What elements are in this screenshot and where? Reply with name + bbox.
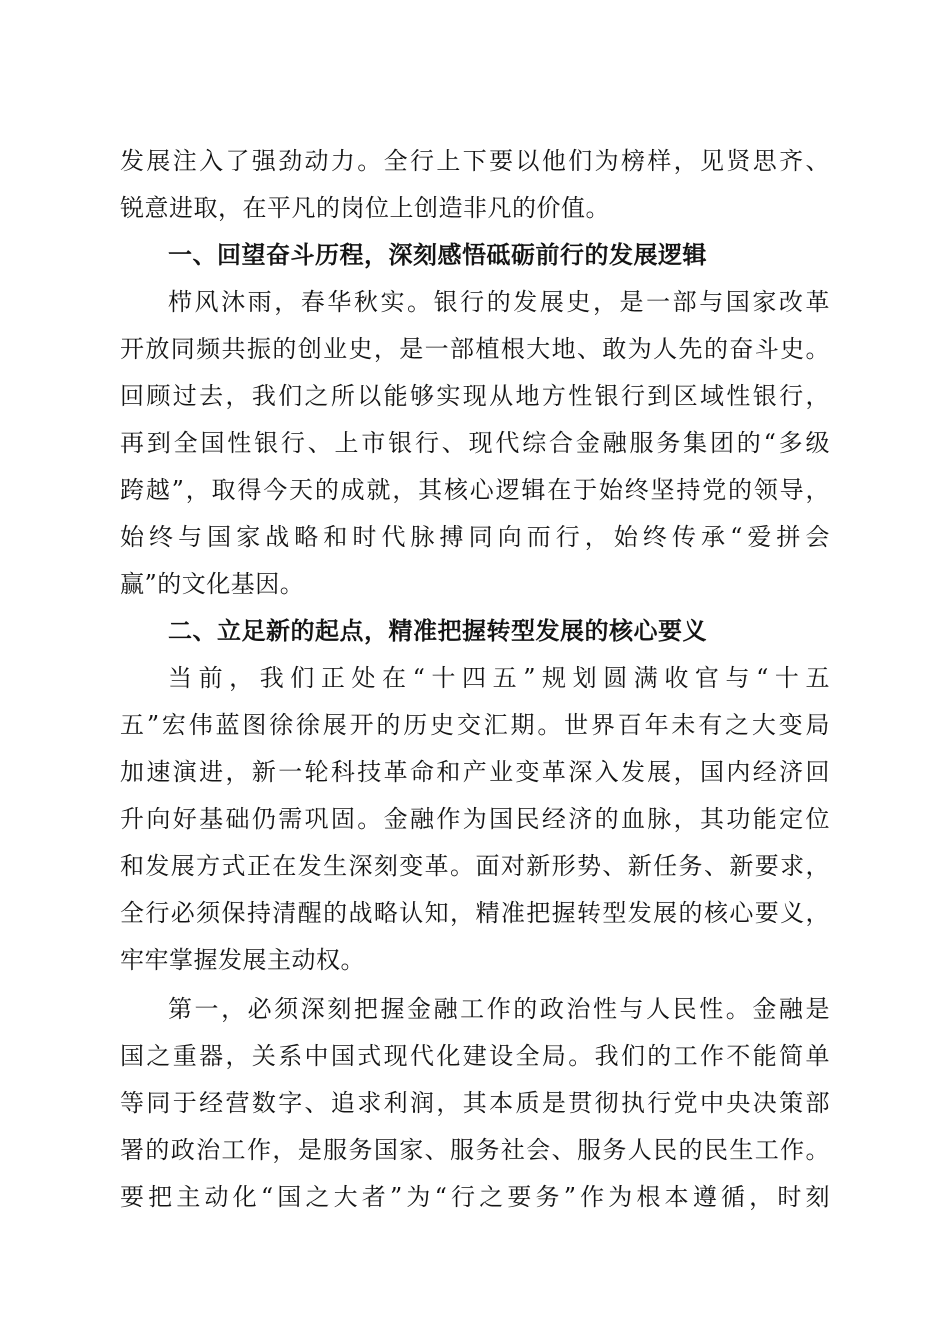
text-line: 升向好基础仍需巩固。金融作为国民经济的血脉，其功能定位 (120, 805, 830, 833)
section-heading: 二、立足新的起点，精准把握转型发展的核心要义 (168, 617, 707, 645)
section-heading: 一、回望奋斗历程，深刻感悟砥砺前行的发展逻辑 (168, 241, 707, 269)
text-line: 栉风沐雨，春华秋实。银行的发展史，是一部与国家改革 (168, 288, 830, 316)
text-line: 赢”的文化基因。 (120, 570, 305, 598)
text-line: 锐意进取，在平凡的岗位上创造非凡的价值。 (120, 194, 610, 222)
text-line: 跨越”，取得今天的成就，其核心逻辑在于始终坚持党的领导， (120, 476, 830, 504)
text-line: 始终与国家战略和时代脉搏同向而行，始终传承“爱拼会 (120, 523, 830, 551)
text-line: 等同于经营数字、追求利润，其本质是贯彻执行党中央决策部 (120, 1089, 830, 1117)
text-line: 五”宏伟蓝图徐徐展开的历史交汇期。世界百年未有之大变局 (120, 711, 830, 739)
text-line: 当前，我们正处在“十四五”规划圆满收官与“十五 (168, 664, 830, 692)
text-line: 牢牢掌握发展主动权。 (120, 946, 365, 974)
text-line: 要把主动化“国之大者”为“行之要务”作为根本遵循，时刻 (120, 1183, 830, 1211)
text-line: 第一，必须深刻把握金融工作的政治性与人民性。金融是 (168, 995, 830, 1023)
text-line: 和发展方式正在发生深刻变革。面对新形势、新任务、新要求， (120, 852, 830, 880)
text-line: 署的政治工作，是服务国家、服务社会、服务人民的民生工作。 (120, 1136, 830, 1164)
text-line: 再到全国性银行、上市银行、现代综合金融服务集团的“多级 (120, 429, 830, 457)
text-line: 加速演进，新一轮科技革命和产业变革深入发展，国内经济回 (120, 758, 830, 786)
text-line: 回顾过去，我们之所以能够实现从地方性银行到区域性银行， (120, 382, 830, 410)
text-line: 全行必须保持清醒的战略认知，精准把握转型发展的核心要义， (120, 899, 830, 927)
text-line: 发展注入了强劲动力。全行上下要以他们为榜样，见贤思齐、 (120, 147, 830, 175)
text-line: 国之重器，关系中国式现代化建设全局。我们的工作不能简单 (120, 1042, 830, 1070)
text-line: 开放同频共振的创业史，是一部植根大地、敢为人先的奋斗史。 (120, 335, 830, 363)
